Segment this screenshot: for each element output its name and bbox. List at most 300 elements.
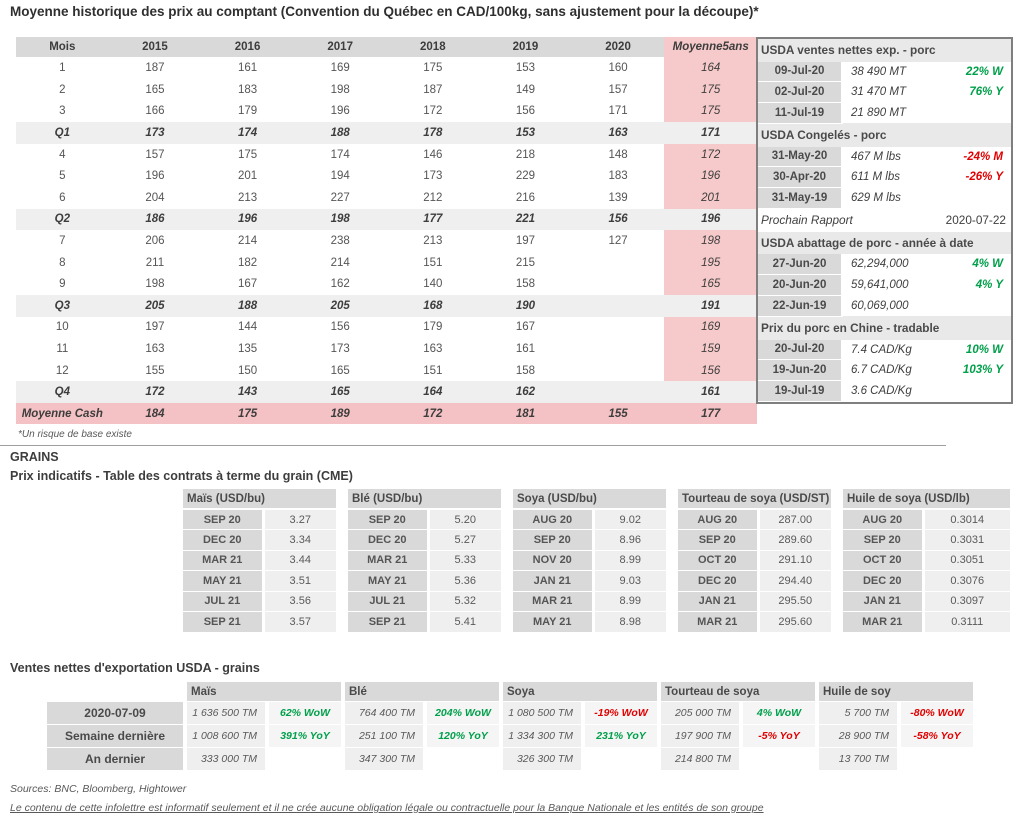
sidebar-data-row bbox=[758, 102, 1011, 123]
price-cell bbox=[572, 381, 665, 403]
avg-5yr-cell: 196 bbox=[701, 213, 721, 226]
price-cell: 158 bbox=[515, 364, 536, 377]
month-row bbox=[16, 338, 757, 360]
export-change-cell: -58% YoY bbox=[901, 725, 973, 747]
report-date-cell: 27-Jun-20 bbox=[758, 254, 842, 274]
row-label: 1 bbox=[59, 62, 66, 75]
report-value-cell: 611 M lbs bbox=[851, 171, 901, 184]
price-cell: 177 bbox=[423, 213, 443, 226]
price-cell: 201 bbox=[237, 170, 258, 183]
price-table-header-row bbox=[16, 37, 757, 57]
futures-group-header bbox=[678, 489, 831, 509]
contract-price-cell: 9.02 bbox=[593, 509, 666, 530]
quarter-row bbox=[16, 209, 757, 231]
price-cell: 179 bbox=[423, 321, 443, 334]
exports-header-row bbox=[47, 682, 973, 701]
futures-row bbox=[513, 571, 666, 592]
next-report-label: Prochain Rapport bbox=[761, 213, 853, 228]
report-change-cell: 103% Y bbox=[962, 364, 1003, 377]
futures-row bbox=[678, 571, 831, 592]
price-cell: 156 bbox=[608, 213, 628, 226]
report-change-cell: 4% Y bbox=[975, 278, 1003, 291]
sidebar-section-title: USDA Congelés - porc bbox=[758, 123, 1011, 146]
price-cell bbox=[572, 273, 665, 295]
contract-price-cell: 5.32 bbox=[428, 591, 501, 612]
price-cell: 157 bbox=[145, 148, 165, 161]
report-value-cell: 21 890 MT bbox=[851, 106, 906, 119]
price-cell: 211 bbox=[145, 256, 165, 269]
contract-month-cell: MAR 21 bbox=[843, 612, 923, 633]
price-cell: 214 bbox=[330, 256, 350, 269]
report-date-cell: 30-Apr-20 bbox=[758, 167, 842, 188]
futures-group-table bbox=[348, 489, 501, 633]
exports-corner-cell bbox=[47, 682, 183, 701]
futures-row bbox=[513, 591, 666, 612]
futures-row bbox=[183, 612, 336, 633]
report-change-cell: 10% W bbox=[965, 343, 1003, 356]
price-cell: 174 bbox=[237, 126, 258, 139]
row-label: Q2 bbox=[54, 213, 70, 226]
futures-group-header-row bbox=[678, 489, 831, 509]
sidebar-data-row bbox=[758, 188, 1011, 209]
report-change-cell: 4% W bbox=[972, 258, 1003, 271]
price-cell bbox=[572, 338, 665, 360]
futures-table-title: Prix indicatifs - Table des contrats à terme du grain (CME) bbox=[10, 469, 353, 483]
row-label: Moyenne Cash bbox=[21, 407, 103, 420]
price-cell bbox=[572, 360, 665, 382]
contract-price-cell: 8.99 bbox=[593, 550, 666, 571]
futures-group-table bbox=[678, 489, 831, 633]
futures-row bbox=[183, 530, 336, 551]
price-cell: 187 bbox=[423, 83, 443, 96]
contract-price-cell: 3.34 bbox=[263, 530, 336, 551]
export-volume-cell: 13 700 TM bbox=[819, 748, 897, 770]
sidebar-data-row bbox=[758, 360, 1011, 381]
price-cell: 218 bbox=[515, 148, 536, 161]
price-cell: 151 bbox=[423, 364, 443, 377]
price-cell: 183 bbox=[608, 170, 628, 183]
futures-row bbox=[183, 509, 336, 530]
contract-month-cell: DEC 20 bbox=[678, 571, 758, 592]
futures-group-header bbox=[513, 489, 666, 509]
contract-price-cell: 3.27 bbox=[263, 509, 336, 530]
sidebar-next-report-row bbox=[758, 209, 1011, 232]
export-change-cell: -5% YoY bbox=[743, 725, 815, 747]
contract-month-cell: SEP 20 bbox=[678, 530, 758, 551]
contract-price-cell: 287.00 bbox=[758, 509, 831, 530]
futures-group bbox=[348, 489, 501, 633]
row-label: 9 bbox=[59, 278, 66, 291]
report-date-cell: 31-May-19 bbox=[758, 188, 842, 209]
sidebar-section-title: USDA abattage de porc - année à date bbox=[758, 232, 1011, 255]
report-change-cell: 76% Y bbox=[969, 86, 1003, 99]
price-cell: 156 bbox=[515, 105, 536, 118]
month-row bbox=[16, 187, 757, 209]
price-cell: 165 bbox=[145, 83, 165, 96]
month-row bbox=[16, 317, 757, 339]
column-header-year: 2020 bbox=[605, 41, 631, 54]
row-label: 8 bbox=[59, 256, 66, 269]
futures-group-name: Huile de soya (USD/lb) bbox=[847, 492, 970, 505]
price-cell: 161 bbox=[237, 62, 258, 75]
price-cell: 158 bbox=[515, 278, 536, 291]
sidebar-data-row bbox=[758, 340, 1011, 360]
contract-price-cell: 5.36 bbox=[428, 571, 501, 592]
futures-group-header-row bbox=[513, 489, 666, 509]
export-volume-cell: 197 900 TM bbox=[661, 725, 739, 747]
futures-group-table bbox=[513, 489, 666, 633]
price-cell: 198 bbox=[330, 213, 350, 226]
contract-month-cell: JAN 21 bbox=[513, 571, 593, 592]
contract-price-cell: 0.3014 bbox=[923, 509, 1010, 530]
export-volume-cell: 28 900 TM bbox=[819, 725, 897, 747]
report-date-cell: 19-Jun-20 bbox=[758, 360, 842, 381]
futures-group-header-row bbox=[348, 489, 501, 509]
exports-group-header: Maïs bbox=[187, 682, 341, 701]
sidebar-data-row bbox=[758, 381, 1011, 402]
sidebar-data-row bbox=[758, 274, 1011, 295]
export-volume-cell: 1 334 300 TM bbox=[503, 725, 581, 747]
contract-price-cell: 9.03 bbox=[593, 571, 666, 592]
row-label: 10 bbox=[55, 321, 69, 334]
export-volume-cell: 764 400 TM bbox=[345, 702, 423, 724]
sources-line: Sources: BNC, Bloomberg, Hightower bbox=[10, 783, 187, 795]
avg-5yr-cell: 175 bbox=[664, 101, 757, 123]
price-cell: 157 bbox=[608, 83, 628, 96]
exports-row-label: An dernier bbox=[47, 748, 183, 770]
contract-month-cell: SEP 20 bbox=[183, 509, 263, 530]
futures-row bbox=[678, 509, 831, 530]
futures-group-header bbox=[348, 489, 501, 509]
exports-group-header: Blé bbox=[345, 682, 499, 701]
avg-5yr-cell: 172 bbox=[664, 144, 757, 166]
month-row bbox=[16, 79, 757, 101]
report-change-cell bbox=[944, 102, 1011, 123]
export-change-cell: 231% YoY bbox=[585, 725, 657, 747]
contract-price-cell: 0.3097 bbox=[923, 591, 1010, 612]
sidebar-data-row bbox=[758, 254, 1011, 274]
price-cell: 196 bbox=[237, 213, 258, 226]
price-cell: 175 bbox=[237, 148, 258, 161]
price-cell: 174 bbox=[330, 148, 350, 161]
report-change-cell bbox=[944, 381, 1011, 402]
futures-row bbox=[348, 571, 501, 592]
avg-5yr-cell: 175 bbox=[664, 79, 757, 101]
avg-5yr-cell: 156 bbox=[664, 360, 757, 382]
section-divider bbox=[0, 445, 946, 446]
contract-price-cell: 3.56 bbox=[263, 591, 336, 612]
export-change-cell bbox=[427, 748, 499, 770]
contract-price-cell: 5.41 bbox=[428, 612, 501, 633]
export-volume-cell: 1 636 500 TM bbox=[187, 702, 265, 724]
exports-data-row bbox=[47, 725, 973, 747]
price-cell: 184 bbox=[145, 407, 165, 420]
price-cell: 197 bbox=[515, 234, 536, 247]
price-cell: 162 bbox=[515, 386, 536, 399]
price-cell: 167 bbox=[237, 278, 258, 291]
futures-row bbox=[183, 550, 336, 571]
contract-month-cell: OCT 20 bbox=[678, 550, 758, 571]
contract-price-cell: 3.44 bbox=[263, 550, 336, 571]
price-cell: 212 bbox=[423, 191, 443, 204]
futures-group-header bbox=[183, 489, 336, 509]
contract-price-cell: 295.60 bbox=[758, 612, 831, 633]
report-date-cell: 31-May-20 bbox=[758, 147, 842, 167]
price-cell: 163 bbox=[608, 126, 628, 139]
price-cell: 190 bbox=[515, 299, 536, 312]
avg-5yr-cell: 196 bbox=[664, 165, 757, 187]
price-cell: 178 bbox=[423, 126, 443, 139]
contract-month-cell: SEP 20 bbox=[513, 530, 593, 551]
contract-month-cell: AUG 20 bbox=[843, 509, 923, 530]
price-cell: 206 bbox=[145, 234, 165, 247]
price-cell: 173 bbox=[423, 170, 443, 183]
export-change-cell: 391% YoY bbox=[269, 725, 341, 747]
price-cell: 238 bbox=[330, 234, 350, 247]
contract-price-cell: 0.3076 bbox=[923, 571, 1010, 592]
export-change-cell: 204% WoW bbox=[427, 702, 499, 724]
export-change-cell bbox=[269, 748, 341, 770]
historical-price-table bbox=[16, 37, 757, 424]
price-cell: 167 bbox=[515, 321, 536, 334]
price-cell: 146 bbox=[423, 148, 443, 161]
contract-month-cell: MAR 21 bbox=[183, 550, 263, 571]
exports-row-label: Semaine dernière bbox=[47, 725, 183, 747]
month-row bbox=[16, 144, 757, 166]
sidebar-data-row bbox=[758, 167, 1011, 188]
futures-row bbox=[348, 509, 501, 530]
price-cell: 213 bbox=[237, 191, 258, 204]
contract-month-cell: JUL 21 bbox=[348, 591, 428, 612]
price-cell: 215 bbox=[515, 256, 536, 269]
price-cell: 155 bbox=[608, 407, 628, 420]
price-cell: 135 bbox=[237, 342, 258, 355]
export-volume-cell: 251 100 TM bbox=[345, 725, 423, 747]
price-cell: 179 bbox=[237, 105, 258, 118]
contract-month-cell: SEP 21 bbox=[348, 612, 428, 633]
export-change-cell bbox=[743, 748, 815, 770]
price-cell: 149 bbox=[515, 83, 536, 96]
futures-group-name: Blé (USD/bu) bbox=[352, 492, 423, 505]
sidebar-data-row bbox=[758, 147, 1011, 167]
contract-price-cell: 8.99 bbox=[593, 591, 666, 612]
price-cell: 161 bbox=[515, 342, 536, 355]
disclaimer-line: Le contenu de cette infolettre est informatif seulement et il ne crée aucune obligation légale ou contractuelle pour la Banque Nationale et les entités de son groupe bbox=[10, 802, 764, 814]
futures-row bbox=[678, 530, 831, 551]
futures-row bbox=[843, 509, 1010, 530]
futures-row bbox=[843, 612, 1010, 633]
export-volume-cell: 5 700 TM bbox=[819, 702, 897, 724]
contract-month-cell: JAN 21 bbox=[678, 591, 758, 612]
price-cell: 197 bbox=[145, 321, 165, 334]
avg-5yr-cell: 177 bbox=[701, 407, 721, 420]
sidebar-section-title: Prix du porc en Chine - tradable bbox=[758, 316, 1011, 339]
contract-price-cell: 294.40 bbox=[758, 571, 831, 592]
price-cell: 151 bbox=[423, 256, 443, 269]
grain-exports-table bbox=[43, 681, 977, 771]
export-volume-cell: 347 300 TM bbox=[345, 748, 423, 770]
export-volume-cell: 1 080 500 TM bbox=[503, 702, 581, 724]
sidebar-section-header-row bbox=[758, 316, 1011, 339]
price-cell: 183 bbox=[237, 83, 258, 96]
avg-5yr-cell: 164 bbox=[664, 57, 757, 79]
price-cell: 175 bbox=[237, 407, 258, 420]
futures-row bbox=[348, 530, 501, 551]
sidebar-data-row bbox=[758, 62, 1011, 82]
report-change-cell: -26% Y bbox=[965, 171, 1003, 184]
report-change-cell: -24% M bbox=[963, 150, 1003, 163]
price-cell: 139 bbox=[608, 191, 628, 204]
exports-table-title: Ventes nettes d'exportation USDA - grains bbox=[10, 661, 260, 675]
price-cell: 214 bbox=[237, 234, 258, 247]
report-value-cell: 3.6 CAD/Kg bbox=[851, 385, 912, 397]
price-cell: 163 bbox=[145, 342, 165, 355]
futures-row bbox=[348, 550, 501, 571]
export-volume-cell: 326 300 TM bbox=[503, 748, 581, 770]
futures-row bbox=[513, 550, 666, 571]
avg-5yr-cell: 201 bbox=[664, 187, 757, 209]
futures-group bbox=[843, 489, 1010, 633]
row-label: 11 bbox=[56, 342, 69, 355]
sidebar-data-row bbox=[758, 295, 1011, 316]
contract-price-cell: 0.3111 bbox=[923, 612, 1010, 633]
price-cell: 221 bbox=[515, 213, 536, 226]
contract-month-cell: MAY 21 bbox=[183, 571, 263, 592]
price-cell: 148 bbox=[608, 148, 628, 161]
price-cell: 173 bbox=[330, 342, 350, 355]
price-cell: 172 bbox=[145, 386, 165, 399]
price-cell: 155 bbox=[145, 364, 165, 377]
report-value-cell: 38 490 MT bbox=[851, 65, 906, 78]
futures-group-table bbox=[843, 489, 1010, 633]
price-cell bbox=[572, 295, 665, 317]
report-change-cell: 22% W bbox=[965, 65, 1003, 78]
price-cell: 163 bbox=[423, 342, 443, 355]
row-label: 12 bbox=[55, 364, 69, 377]
exports-data-row bbox=[47, 748, 973, 770]
price-cell: 229 bbox=[515, 170, 536, 183]
contract-month-cell: JAN 21 bbox=[843, 591, 923, 612]
futures-group-header-row bbox=[843, 489, 1010, 509]
sidebar-section-header-row bbox=[758, 39, 1011, 62]
contract-month-cell: DEC 20 bbox=[348, 530, 428, 551]
futures-row bbox=[843, 530, 1010, 551]
price-cell: 162 bbox=[330, 278, 350, 291]
futures-row bbox=[843, 550, 1010, 571]
futures-row bbox=[513, 612, 666, 633]
contract-price-cell: 3.57 bbox=[263, 612, 336, 633]
month-row bbox=[16, 252, 757, 274]
avg-5yr-cell: 198 bbox=[664, 230, 757, 252]
price-cell: 173 bbox=[145, 126, 165, 139]
report-change-cell bbox=[944, 188, 1011, 209]
price-cell: 164 bbox=[423, 386, 443, 399]
export-change-cell: -80% WoW bbox=[901, 702, 973, 724]
quarter-row bbox=[16, 122, 757, 144]
export-change-cell bbox=[585, 748, 657, 770]
export-volume-cell: 205 000 TM bbox=[661, 702, 739, 724]
futures-row bbox=[348, 612, 501, 633]
price-cell: 213 bbox=[423, 234, 443, 247]
futures-group bbox=[183, 489, 336, 633]
futures-row bbox=[183, 591, 336, 612]
futures-row bbox=[843, 571, 1010, 592]
report-date-cell: 09-Jul-20 bbox=[758, 62, 842, 82]
contract-price-cell: 3.51 bbox=[263, 571, 336, 592]
row-label: 7 bbox=[59, 234, 66, 247]
price-cell: 144 bbox=[237, 321, 258, 334]
contract-month-cell: SEP 20 bbox=[843, 530, 923, 551]
row-label: 5 bbox=[59, 170, 66, 183]
futures-row bbox=[348, 591, 501, 612]
export-change-cell: 62% WoW bbox=[269, 702, 341, 724]
contract-month-cell: AUG 20 bbox=[678, 509, 758, 530]
next-report-date: 2020-07-22 bbox=[945, 213, 1006, 228]
base-risk-footnote: *Un risque de base existe bbox=[18, 429, 132, 440]
contract-month-cell: MAY 21 bbox=[513, 612, 593, 633]
contract-price-cell: 8.98 bbox=[593, 612, 666, 633]
report-date-cell: 19-Jul-19 bbox=[758, 381, 842, 402]
grains-section-heading: GRAINS bbox=[10, 450, 59, 464]
avg-5yr-cell: 161 bbox=[701, 386, 721, 399]
row-label: Q1 bbox=[54, 126, 70, 139]
sidebar-section-header-row bbox=[758, 232, 1011, 255]
report-date-cell: 11-Jul-19 bbox=[758, 102, 842, 123]
price-cell: 182 bbox=[237, 256, 258, 269]
exports-group-header: Huile de soy bbox=[819, 682, 973, 701]
price-cell: 166 bbox=[145, 105, 165, 118]
price-cell: 186 bbox=[145, 213, 165, 226]
price-cell: 172 bbox=[423, 407, 443, 420]
month-row bbox=[16, 57, 757, 79]
price-cell: 196 bbox=[330, 105, 350, 118]
futures-group-name: Tourteau de soya (USD/ST) bbox=[682, 492, 830, 505]
export-volume-cell: 333 000 TM bbox=[187, 748, 265, 770]
price-cell: 175 bbox=[423, 62, 443, 75]
quarter-row bbox=[16, 295, 757, 317]
contract-month-cell: DEC 20 bbox=[843, 571, 923, 592]
price-cell: 153 bbox=[515, 126, 536, 139]
sidebar-data-row bbox=[758, 82, 1011, 103]
contract-month-cell: SEP 21 bbox=[183, 612, 263, 633]
contract-price-cell: 291.10 bbox=[758, 550, 831, 571]
price-cell: 181 bbox=[515, 407, 536, 420]
price-cell: 188 bbox=[330, 126, 350, 139]
sidebar-section-header-row bbox=[758, 123, 1011, 146]
month-row bbox=[16, 101, 757, 123]
futures-row bbox=[183, 571, 336, 592]
usda-sidebar-panel bbox=[756, 37, 1013, 404]
report-value-cell: 629 M lbs bbox=[851, 192, 901, 205]
export-change-cell: -19% WoW bbox=[585, 702, 657, 724]
avg-5yr-cell: 195 bbox=[664, 252, 757, 274]
contract-price-cell: 295.50 bbox=[758, 591, 831, 612]
row-label: Q4 bbox=[54, 386, 70, 399]
price-cell bbox=[572, 252, 665, 274]
sidebar-section-title: USDA ventes nettes exp. - porc bbox=[758, 39, 1011, 62]
contract-month-cell: MAY 21 bbox=[348, 571, 428, 592]
export-change-cell: 120% YoY bbox=[427, 725, 499, 747]
futures-row bbox=[843, 591, 1010, 612]
price-cell: 171 bbox=[608, 105, 628, 118]
futures-group-header bbox=[843, 489, 1010, 509]
exports-table bbox=[43, 681, 977, 771]
avg-5yr-cell: 171 bbox=[701, 126, 721, 139]
contract-price-cell: 0.3051 bbox=[923, 550, 1010, 571]
price-cell: 189 bbox=[330, 407, 350, 420]
contract-month-cell: OCT 20 bbox=[843, 550, 923, 571]
report-value-cell: 467 M lbs bbox=[851, 150, 901, 163]
